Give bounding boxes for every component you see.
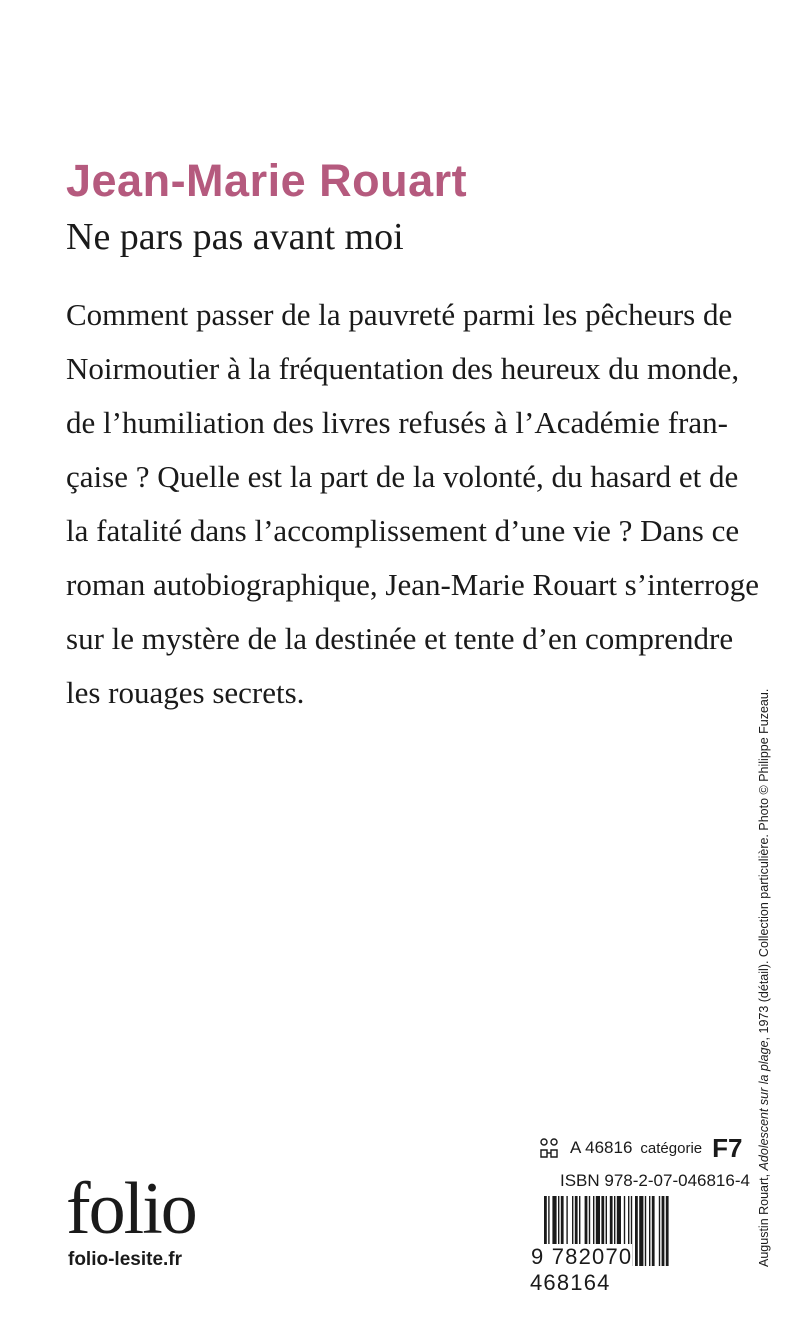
publisher-reference-line [538,1130,742,1166]
isbn-number: ISBN 978-2-07-046816-4 [560,1171,750,1190]
barcode-digits [530,1244,720,1296]
blurb-line: Comment passer de la pauvreté parmi les pêcheurs de [66,297,733,332]
credit-suffix: , 1973 (détail). Collection particulière. Photo © Philippe Fuzeau. [757,688,771,1041]
blurb-line: çaise ? Quelle est la part de la volonté, du hasard et de [66,459,739,494]
credit-work: Adolescent sur la plage [757,1040,771,1171]
photo-credit [757,689,771,1267]
category-code: F7 [712,1132,743,1163]
author-name: Jean-Marie Rouart [66,155,468,206]
blurb-line: sur le mystère de la destinée et tente d’en comprendre [66,621,734,656]
blurb-line: roman autobiographique, Jean-Marie Rouart s’interroge [66,567,759,602]
reference-number: A 46816 [570,1138,633,1157]
blurb-text [66,288,759,720]
category-label: catégorie [640,1139,703,1157]
gallimard-logo-icon [538,1137,560,1159]
barcode-digits-text: 9 782070 468164 [530,1244,633,1295]
credit-prefix: Augustin Rouart, [757,1170,771,1267]
publisher-website: folio-lesite.fr [68,1249,183,1270]
blurb-line: Noirmoutier à la fréquentation des heureux du monde, [66,351,740,386]
book-title: Ne pars pas avant moi [66,216,404,258]
folio-logo: folio [66,1168,196,1250]
blurb-line: la fatalité dans l’accomplissement d’une vie ? Dans ce [66,513,740,548]
blurb-line: de l’humiliation des livres refusés à l’Académie fran- [66,405,728,440]
blurb-line: les rouages secrets. [66,675,305,710]
